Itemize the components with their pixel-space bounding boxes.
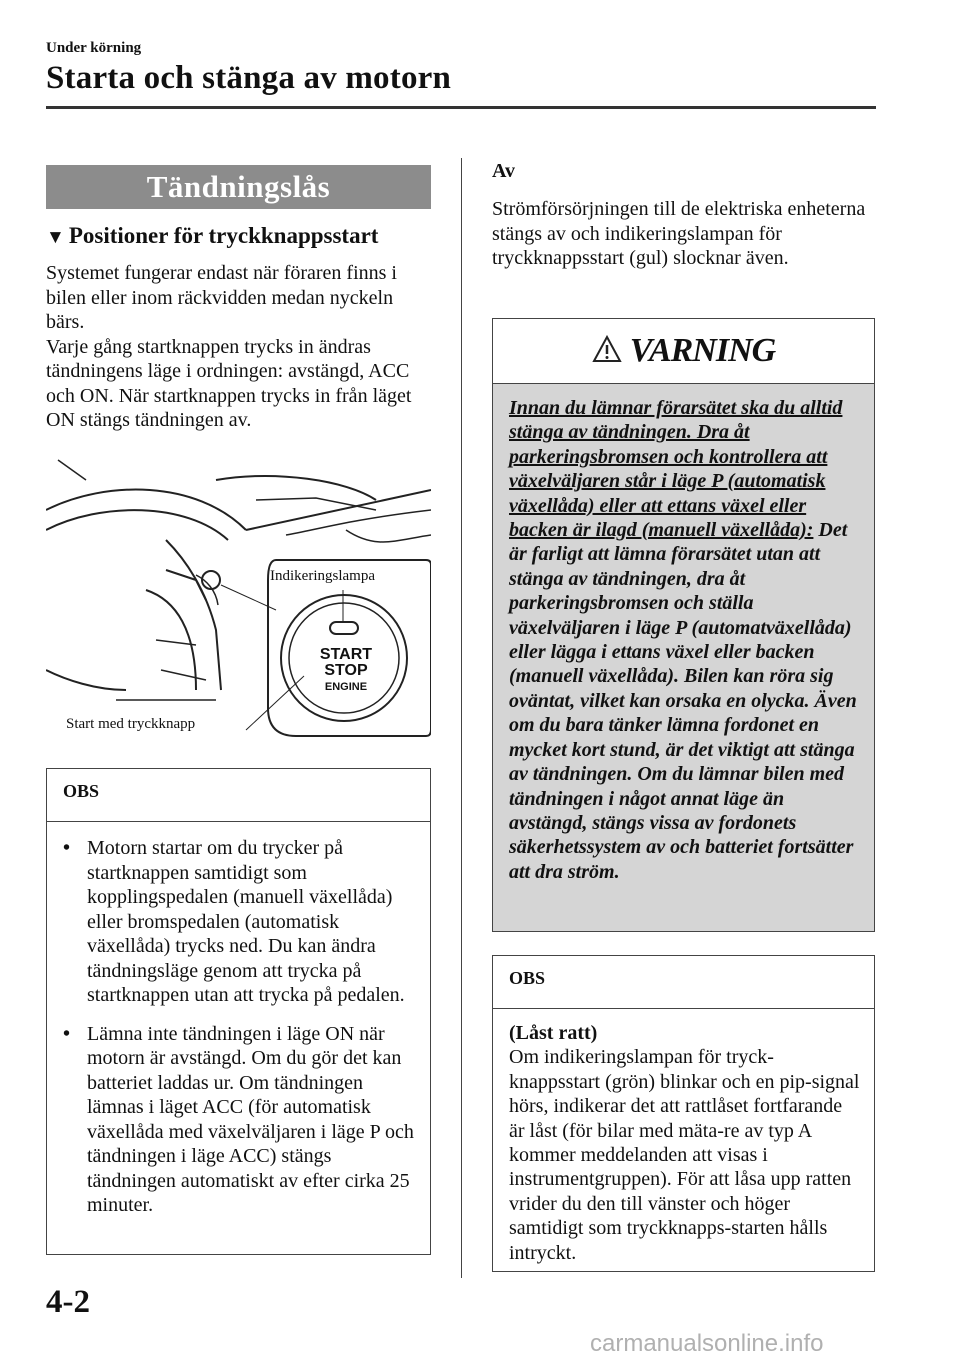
list-item [63, 836, 414, 1008]
warning-triangle-icon [592, 335, 622, 368]
page-title: Starta och stänga av motorn [46, 60, 452, 96]
page-number: 4-2 [46, 1284, 90, 1320]
label-start-button: Start med tryckknapp [66, 716, 196, 732]
obs-box-left [46, 768, 431, 1255]
warning-box [492, 318, 875, 932]
triangle-down-icon: ▼ [46, 227, 65, 248]
bullet-text: Motorn startar om du trycker på startknappen samtidigt som kopplingspedalen (manuell växellåda) eller bromspedalen (automatisk växellåda) trycks ned. Du kan ändra tändningsläge genom att trycka på startknappen utan att trycka på pedalen. [87, 837, 405, 1006]
obs-text: Om indikeringslampan för tryck-knappsstart (grön) blinkar och en pip-signal hörs, indikerar det att rattlåset fortfarande är låst (för bilar med mäta-re av typ A kommer meddelanden att visas i instrumentgruppen). För att låsa upp ratten vrider du den till vänster och höger samtidigt som tryckknapps-starten hålls intryckt. [509, 1046, 860, 1264]
bullet-text: Lämna inte tändningen i läge ON när motorn är avstängd. Om du gör det kan batteriet laddas ur. Om tändningen lämnas i läget ACC (för automatisk växellåda med växelväljaren i läge P och tändningen i läge ACC) stängs tändningen automatiskt av efter cirka 25 minuter. [87, 1022, 414, 1216]
obs-box-right [492, 955, 875, 1272]
left-column [46, 165, 431, 433]
warning-header [493, 319, 874, 384]
paragraph-1: Systemet fungerar endast när föraren finns i bilen eller inom räckvidden medan nyckeln bärs. [46, 262, 397, 333]
obs-subtitle: (Låst ratt) [509, 1022, 598, 1044]
paragraph-2: Varje gång startknappen trycks in ändras tändningens läge i ordningen: avstängd, ACC och ON. När startknappen trycks in från läget ON stängs tändningen av. [46, 335, 412, 431]
obs-content [493, 1009, 874, 1265]
section-banner: Tändningslås [46, 165, 431, 209]
warning-text [493, 384, 874, 884]
watermark: carmanualsonline.info [590, 1330, 824, 1357]
warning-underlined: Innan du lämnar förarsätet ska du alltid stänga av tändningen. Dra åt parkeringsbromsen och kontrollera att växelväljaren står i läge P (automatisk växellåda) eller att ettans växel eller backen är ilagd (manuell växellåda): [509, 397, 843, 542]
warning-body: Det är farligt att lämna förarsätet utan att stänga av tändningen, dra åt parkeringsbromsen och ställa växelväljaren i läge P (automatväxellåda) eller lägga i ettans växel eller backen (manuell växellåda). Bilen kan röra sig oväntat, vilket kan orsaka en olycka. Även om du bara tänker lämna fordonet en mycket kort stund, är det viktigt att stänga av tändningen. Om du lämnar bilen med tändningen i något annat läge än avstängd, stängs vissa av fordonets säkerhetssystem av och batteriet fortsätter att dra ström. [509, 519, 857, 883]
dashboard-drawing [46, 440, 431, 750]
right-column [492, 160, 875, 271]
obs-title: OBS [47, 769, 430, 822]
label-indicator: Indikeringslampa [270, 568, 375, 584]
list-item [63, 1022, 414, 1218]
av-heading: Av [492, 160, 515, 182]
column-divider [461, 158, 462, 1278]
button-text-stop: STOP [324, 662, 368, 679]
heading-rule [46, 106, 876, 109]
button-text-start: START [319, 646, 373, 663]
sub-heading [46, 223, 431, 249]
obs-title: OBS [493, 956, 874, 1009]
section-label: Under körning [46, 40, 142, 56]
dashboard-illustration [46, 440, 431, 750]
av-paragraph: Strömförsörjningen till de elektriska enheterna stängs av och indikeringslampan för tryckknappsstart (gul) slocknar även. [492, 198, 866, 269]
bullet-icon: • [63, 1022, 71, 1045]
warning-label: VARNING [629, 332, 776, 369]
button-text-engine: ENGINE [324, 681, 368, 693]
bullet-icon: • [63, 837, 71, 859]
sub-heading-text: Positioner för tryckknappsstart [68, 223, 379, 248]
